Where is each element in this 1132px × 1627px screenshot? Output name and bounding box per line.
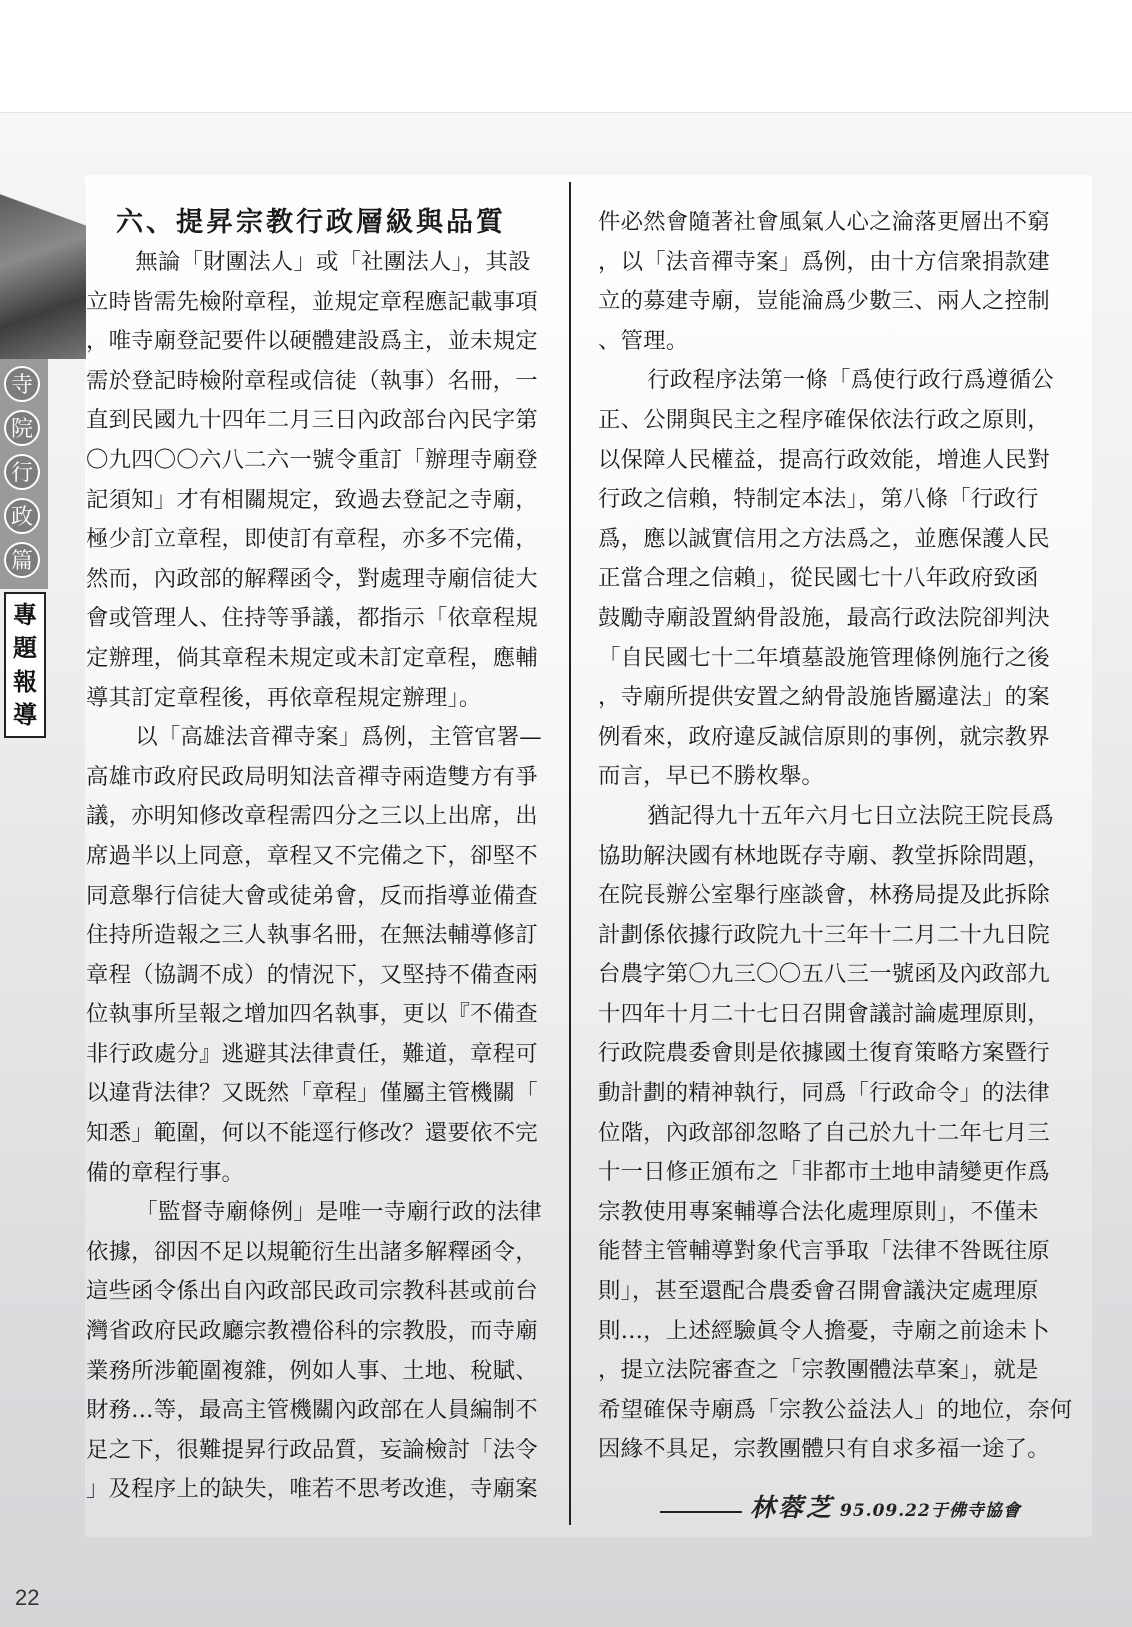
sidebar-topic-char: 題 (13, 633, 37, 663)
text-line: 動計劃的精神執行，同爲「行政命令」的法律 (598, 1080, 1050, 1107)
text-line: 台農字第〇九三〇〇五八三一號函及內政部九 (598, 961, 1050, 988)
text-line: 財務…等，最高主管機關內政部在人員編制不 (86, 1397, 538, 1424)
text-line: 需於登記時檢附章程或信徒（執事）名冊，一 (86, 367, 538, 394)
text-line: 因緣不具足，宗教團體只有自求多福一途了。 (598, 1436, 1050, 1463)
author-signature (660, 1488, 1080, 1524)
right-column (598, 203, 1073, 1470)
text-line: 議，亦明知修改章程需四分之三以上出席，出 (86, 803, 538, 830)
text-line: 位執事所呈報之增加四名執事，更以『不備查 (86, 1001, 538, 1028)
sidebar-char: 院 (4, 410, 40, 446)
text-line: 以「高雄法音禪寺案」爲例，主管官署— (135, 724, 542, 751)
page-number: 22 (15, 1585, 40, 1610)
paragraph (86, 1193, 546, 1510)
text-line: 記須知」才有相關規定，致過去登記之寺廟， (86, 486, 538, 513)
text-line: 協助解決國有林地既存寺廟、教堂拆除問題， (598, 842, 1050, 869)
text-line: 然而，內政部的解釋函令，對處理寺廟信徒大 (86, 565, 538, 592)
text-line: 鼓勵寺廟設置納骨設施，最高行政法院卻判決 (598, 604, 1050, 631)
text-line: 行政院農委會則是依據國土復育策略方案暨行 (598, 1040, 1050, 1067)
text-line: 位階，內政部卻忽略了自己於九十二年七月三 (598, 1119, 1050, 1146)
text-line: 高雄市政府民政局明知法音禪寺兩造雙方有爭 (86, 763, 538, 790)
paragraph (86, 718, 546, 1193)
text-line: 希望確保寺廟爲「宗教公益法人」的地位，奈何 (598, 1396, 1073, 1423)
text-line: 爲，應以誠實信用之方法爲之，並應保護人民 (598, 525, 1050, 552)
text-line: 以保障人民權益，提高行政效能，增進人民對 (598, 446, 1050, 473)
text-line: 席過半以上同意，章程又不完備之下，卻堅不 (86, 842, 538, 869)
sidebar-topic-char: 導 (13, 700, 37, 730)
text-line: 、管理。 (598, 327, 689, 354)
text-line: 以違背法律？又既然「章程」僅屬主管機關「 (86, 1080, 538, 1107)
text-line: 極少訂立章程，即使訂有章程，亦多不完備， (86, 526, 538, 553)
text-line: 同意舉行信徒大會或徒弟會，反而指導並備查 (86, 882, 538, 909)
text-line: 在院長辦公室舉行座談會，林務局提及此拆除 (598, 882, 1050, 909)
text-line: 而言，早已不勝枚舉。 (598, 763, 824, 790)
text-line: 十四年十月二十七日召開會議討論處理原則， (598, 1000, 1050, 1027)
paragraph (598, 361, 1063, 797)
text-line: 〇九四〇〇六八二六一號令重訂「辦理寺廟登 (86, 446, 538, 473)
sidebar-topic-char: 專 (13, 599, 37, 629)
signature-dash (660, 1511, 742, 1513)
text-line: 正當合理之信賴」，從民國七十八年政府致函 (598, 565, 1039, 592)
signature-date-note: 95.09.22于佛寺協會 (840, 1501, 1021, 1521)
text-line: 備的章程行事。 (86, 1159, 245, 1186)
text-line: 計劃係依據行政院九十三年十二月二十九日院 (598, 921, 1050, 948)
text-line: 非行政處分』逃避其法律責任，難道，章程可 (86, 1040, 538, 1067)
text-line: 正、公開與民主之程序確保依法行政之原則， (598, 406, 1050, 433)
text-line: 這些函令係出自內政部民政司宗教科甚或前台 (86, 1278, 538, 1305)
text-line: ，提立法院審查之「宗教團體法草案」，就是 (598, 1357, 1039, 1384)
text-line: ，寺廟所提供安置之納骨設施皆屬違法」的案 (598, 684, 1050, 711)
text-line: 立的募建寺廟，豈能淪爲少數三、兩人之控制 (598, 288, 1050, 315)
left-column (86, 203, 546, 1510)
text-line: 」及程序上的缺失，唯若不思考改進，寺廟案 (86, 1476, 538, 1503)
text-line: 定辦理，倘其章程未規定或未訂定章程，應輔 (86, 644, 538, 671)
text-line: 灣省政府民政廳宗教禮俗科的宗教股，而寺廟 (86, 1318, 538, 1345)
text-line: 件必然會隨著社會風氣人心之淪落更層出不窮 (598, 209, 1050, 235)
top-margin (0, 0, 1132, 113)
text-line: 則」，甚至還配合農委會召開會議決定處理原 (598, 1278, 1039, 1305)
text-line: 猶記得九十五年六月七日立法院王院長爲 (647, 802, 1054, 829)
text-line: 知悉」範圍，何以不能逕行修改？還要依不完 (86, 1120, 538, 1147)
text-line: 「自民國七十二年墳墓設施管理條例施行之後 (598, 644, 1050, 671)
section-heading: 六、提昇宗教行政層級與品質 (116, 207, 506, 238)
text-line: 立時皆需先檢附章程，並規定章程應記載事項 (86, 288, 538, 315)
text-line: 能替主管輔導對象代言爭取「法律不咎既往原 (598, 1238, 1050, 1265)
text-line: 章程（協調不成）的情況下，又堅持不備查兩 (86, 961, 538, 988)
text-line: 例看來，政府違反誠信原則的事例，就宗教界 (598, 723, 1050, 750)
text-line: 宗教使用專案輔導合法化處理原則」，不僅未 (598, 1198, 1039, 1225)
text-line: 行政程序法第一條「爲使行政行爲遵循公 (647, 367, 1054, 394)
sidebar-photo (0, 184, 86, 359)
author-name: 林蓉芝 (750, 1493, 835, 1522)
sidebar-char: 寺 (4, 366, 40, 402)
text-line: 則…，上述經驗眞令人擔憂，寺廟之前途未卜 (598, 1317, 1050, 1344)
text-line: 「監督寺廟條例」是唯一寺廟行政的法律 (135, 1199, 542, 1226)
text-line: 無論「財團法人」或「社團法人」，其設 (135, 249, 531, 275)
paragraph (86, 243, 546, 718)
text-line: 足之下，很難提昇行政品質，妄論檢討「法令 (86, 1436, 538, 1463)
text-line: 導其訂定章程後，再依章程規定辦理」。 (86, 684, 482, 711)
sidebar-topic-char: 報 (13, 666, 37, 696)
sidebar-topic-label (4, 592, 46, 738)
text-line: 直到民國九十四年二月三日內政部台內民字第 (86, 407, 538, 434)
text-line: ，唯寺廟登記要件以硬體建設爲主，並未規定 (86, 328, 538, 355)
text-line: 業務所涉範圍複雜，例如人事、土地、稅賦、 (86, 1357, 538, 1384)
text-line: ，以「法音禪寺案」爲例，由十方信衆捐款建 (598, 248, 1050, 275)
column-divider (569, 182, 571, 1525)
text-line: 住持所造報之三人執事名冊，在無法輔導修訂 (86, 922, 538, 949)
paragraph (598, 203, 1063, 361)
text-line: 行政之信賴，特制定本法」，第八條「行政行 (598, 486, 1039, 513)
sidebar-char: 行 (4, 454, 40, 490)
paragraph (598, 797, 1073, 1470)
sidebar-char: 篇 (4, 542, 40, 578)
text-line: 依據，卻因不足以規範衍生出諸多解釋函令， (86, 1238, 538, 1265)
text-line: 會或管理人、住持等爭議，都指示「依章程規 (86, 605, 538, 632)
text-line: 十一日修正頒布之「非都市土地申請變更作爲 (598, 1159, 1050, 1186)
sidebar-char: 政 (4, 498, 40, 534)
